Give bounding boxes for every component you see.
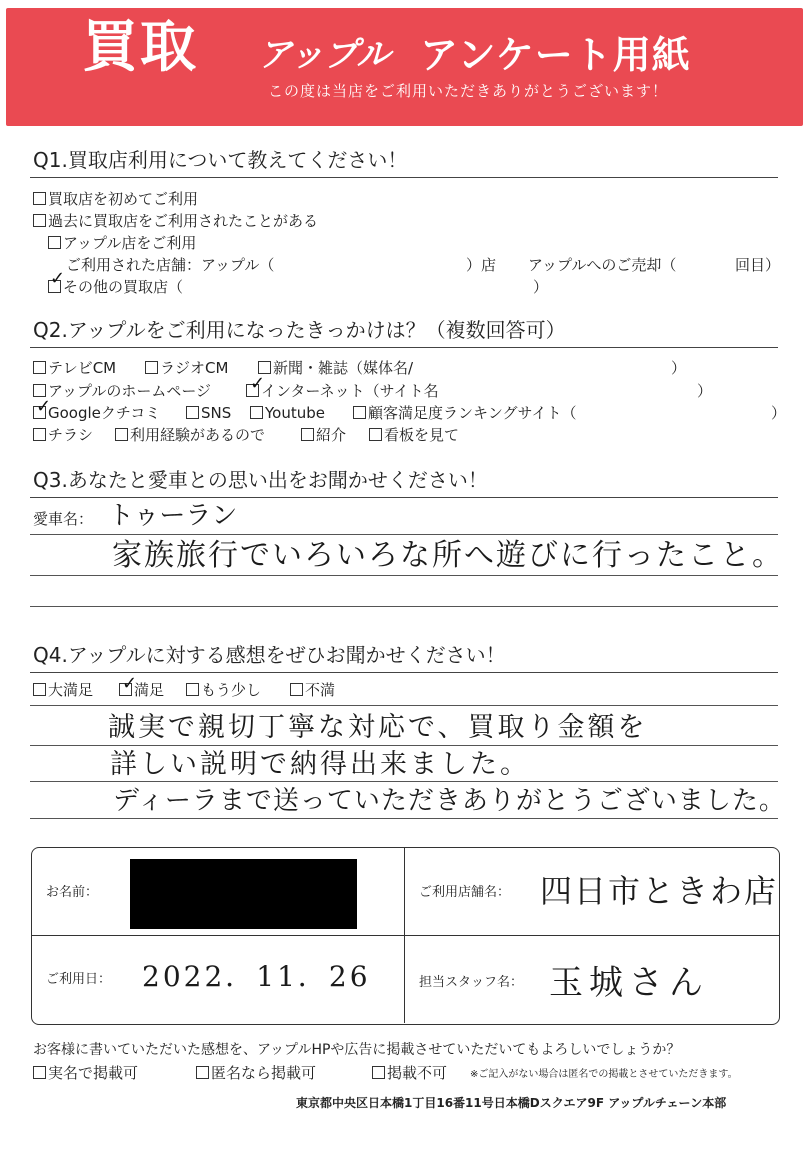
q1-store-label: ご利用された店舗：アップル（ bbox=[66, 256, 275, 274]
q4-option-very-satisfied[interactable]: 大満足 bbox=[33, 683, 93, 698]
q2-ranking-close: ） bbox=[771, 404, 787, 422]
consent-not-allowed[interactable]: 掲載不可 bbox=[372, 1066, 447, 1081]
q4-rule-2 bbox=[30, 745, 778, 746]
q1-option-first-time[interactable]: 買取店を初めてご利用 bbox=[33, 192, 198, 207]
q2-option-youtube[interactable]: Youtube bbox=[250, 406, 325, 421]
store-name-value: 四日市ときわ店 bbox=[540, 872, 779, 910]
q1-heading: Q1.買取店利用について教えてください！ bbox=[33, 148, 408, 172]
card-horizontal-divider bbox=[31, 935, 780, 936]
q2-option-flyer[interactable]: チラシ bbox=[33, 428, 93, 443]
q2-divider bbox=[30, 347, 778, 348]
q4-divider bbox=[30, 672, 778, 673]
consent-real-name[interactable]: 実名で掲載可 bbox=[33, 1066, 138, 1081]
q2-google-check-mark: ✓ bbox=[36, 396, 52, 417]
q1-option-apple-store[interactable]: アップル店をご利用 bbox=[48, 236, 196, 251]
q3-memory-text: 家族旅行でいろいろな所へ遊びに行ったこと。 bbox=[112, 538, 784, 573]
q1-sales-suffix: 回目） bbox=[735, 256, 781, 274]
q3-rule-2 bbox=[30, 575, 778, 576]
q3-car-value: トゥーラン bbox=[108, 501, 238, 531]
q4-option-satisfied[interactable]: 満足 bbox=[119, 683, 164, 698]
q2-option-internet[interactable]: インターネット（サイト名 bbox=[246, 384, 439, 399]
q3-rule-3 bbox=[30, 606, 778, 607]
q4-comment-line-3: ディーラまで送っていただきありがとうございました。 bbox=[113, 786, 786, 816]
q2-option-ranking[interactable]: 顧客満足度ランキングサイト（ bbox=[353, 406, 577, 421]
q2-internet-close: ） bbox=[697, 382, 713, 400]
q1-other-check-mark: ✓ bbox=[50, 268, 66, 289]
q2-option-referral[interactable]: 紹介 bbox=[301, 428, 346, 443]
header-subtitle: この度は当店をご利用いただきありがとうございます！ bbox=[268, 82, 669, 100]
q1-other-close: ） bbox=[533, 278, 549, 296]
q4-rule-4 bbox=[30, 818, 778, 819]
q4-satisfied-check-mark: ✓ bbox=[122, 673, 138, 694]
q1-divider bbox=[30, 177, 778, 178]
q4-option-dissatisfied[interactable]: 不満 bbox=[290, 683, 335, 698]
q1-option-used-before[interactable]: 過去に買取店をご利用されたことがある bbox=[33, 214, 318, 229]
q4-option-a-bit-more[interactable]: もう少し bbox=[186, 683, 261, 698]
q1-option-other-store[interactable]: その他の買取店（ bbox=[48, 280, 183, 295]
name-redaction bbox=[130, 859, 357, 929]
form-title: アンケート用紙 bbox=[420, 33, 691, 77]
q3-heading: Q3.あなたと愛車との思い出をお聞かせください！ bbox=[33, 468, 488, 492]
store-name-label: ご利用店舗名： bbox=[419, 885, 511, 900]
name-label: お名前： bbox=[46, 885, 99, 900]
q2-option-homepage[interactable]: アップルのホームページ bbox=[33, 384, 211, 399]
usage-date-label: ご利用日： bbox=[46, 972, 112, 987]
q4-rule-1 bbox=[30, 705, 778, 706]
q3-divider bbox=[30, 497, 778, 498]
usage-date-value: 2022．11．26 bbox=[142, 960, 371, 993]
q4-comment-line-1: 誠実で親切丁寧な対応で、買取り金額を bbox=[108, 712, 648, 743]
q1-store-suffix: ）店 bbox=[466, 256, 497, 274]
q2-newspaper-close: ） bbox=[671, 359, 687, 377]
q4-heading: Q4.アップルに対する感想をぜひお聞かせください！ bbox=[33, 643, 506, 667]
q2-option-radio[interactable]: ラジオCM bbox=[145, 361, 228, 376]
q2-option-sns[interactable]: SNS bbox=[186, 406, 231, 421]
publication-consent-question: お客様に書いていただいた感想を、アップルHPや広告に掲載させていただいてもよろしいでしょうか？ bbox=[33, 1042, 681, 1058]
q2-internet-check-mark: ✓ bbox=[250, 373, 266, 394]
consent-note: ※ご記入がない場合は匿名での掲載とさせていただきます。 bbox=[470, 1069, 738, 1080]
q4-rule-3 bbox=[30, 781, 778, 782]
q2-option-experience[interactable]: 利用経験があるので bbox=[115, 428, 265, 443]
staff-name-label: 担当スタッフ名： bbox=[419, 975, 524, 990]
header-big-title: 買取 bbox=[82, 15, 198, 80]
q3-rule-1 bbox=[30, 534, 778, 535]
q2-option-signboard[interactable]: 看板を見て bbox=[369, 428, 459, 443]
q2-heading: Q2.アップルをご利用になったきっかけは？（複数回答可） bbox=[33, 318, 566, 342]
q2-option-google[interactable]: Googleクチコミ bbox=[33, 406, 160, 421]
consent-anonymous[interactable]: 匿名なら掲載可 bbox=[196, 1066, 316, 1081]
q4-comment-line-2: 詳しい説明で納得出来ました。 bbox=[110, 749, 530, 780]
q1-sales-label: アップルへのご売却（ bbox=[528, 256, 677, 274]
staff-name-value: 玉城さん bbox=[549, 963, 709, 1003]
brand-logo: アップル bbox=[258, 35, 391, 75]
q3-car-label: 愛車名： bbox=[33, 510, 94, 528]
hq-address: 東京都中央区日本橋1丁目16番11号日本橋Dスクエア9F アップルチェーン本部 bbox=[296, 1096, 727, 1110]
q2-option-newspaper[interactable]: 新聞・雑誌（媒体名/ bbox=[258, 361, 413, 376]
q2-option-tv[interactable]: テレビCM bbox=[33, 361, 116, 376]
